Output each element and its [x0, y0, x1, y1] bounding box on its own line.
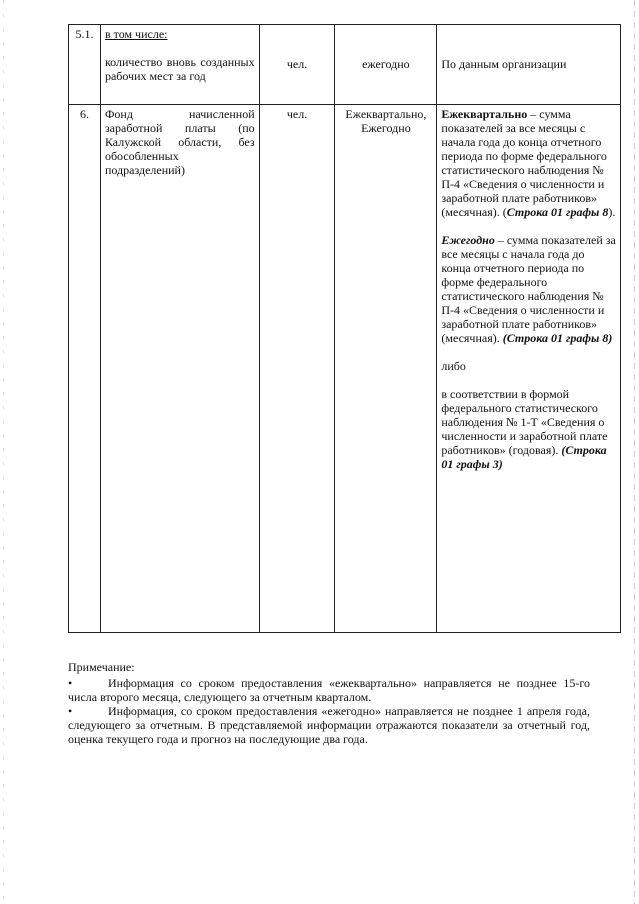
period-line-2: Ежегодно [361, 121, 411, 135]
source-text: По данным организации [441, 57, 567, 71]
period-line-1: Ежеквартально, [345, 107, 427, 121]
yearly-source: Ежегодно – сумма показателей за все месяцы с начала года до конца отчетного периода по форме федерального статистического наблюдения № П-4 «Сведения о численности и заработной плате работников» (месячная). (Строка 01 графы 8) [441, 233, 616, 345]
quarterly-source: Ежеквартально – сумма показателей за все месяцы с начала года до конца отчетного периода по форме федерального статистического наблюдения № П-4 «Сведения о численности и заработной плате работников» (месячная). (Строка 01 графы 8). [441, 107, 616, 219]
note-section [68, 660, 590, 746]
or-word: либо [441, 359, 466, 373]
row-number: 5.1. [69, 25, 101, 105]
period-text: ежегодно [362, 57, 410, 71]
unit-cell [259, 105, 335, 633]
unit-cell [259, 25, 335, 105]
indicator-text: Фонд начисленной заработной платы (по Калужской области, без обособленных подразделений) [104, 107, 255, 177]
note-title: Примечание: [68, 660, 135, 674]
scan-edge-left [3, 0, 4, 904]
row-number: 6. [69, 105, 101, 633]
unit-text: чел. [286, 57, 308, 71]
unit-text: чел. [286, 107, 308, 121]
scan-edge-right [634, 0, 635, 904]
indicator-cell [100, 25, 259, 105]
period-cell [335, 25, 437, 105]
note-item: • Информация, со сроком предоставления «ежегодно» направляется не позднее 1 апреля года, следующего за отчетным. В представляемой информации отражаются показатели за отчетный год, оценка текущего года и прогноз на последующие два года. [68, 704, 590, 746]
indicator-subhead: в том числе: [104, 27, 168, 41]
alternative-source: в соответствии в формой федерального статистического наблюдения № 1-Т «Сведения о численности и заработной плате работников» (годовая). (Строка 01 графы 3) [441, 387, 608, 471]
indicator-cell [100, 105, 259, 633]
source-cell [437, 105, 621, 633]
note-item: • Информация со сроком предоставления «ежеквартально» направляется не позднее 15-го числа второго месяца, следующего за отчетным кварталом. [68, 676, 590, 704]
period-cell [335, 105, 437, 633]
table-row-6 [69, 105, 621, 633]
indicators-table [68, 24, 621, 633]
indicator-text: количество вновь созданных рабочих мест за год [104, 55, 255, 83]
source-cell [437, 25, 621, 105]
table-row-5-1 [69, 25, 621, 105]
